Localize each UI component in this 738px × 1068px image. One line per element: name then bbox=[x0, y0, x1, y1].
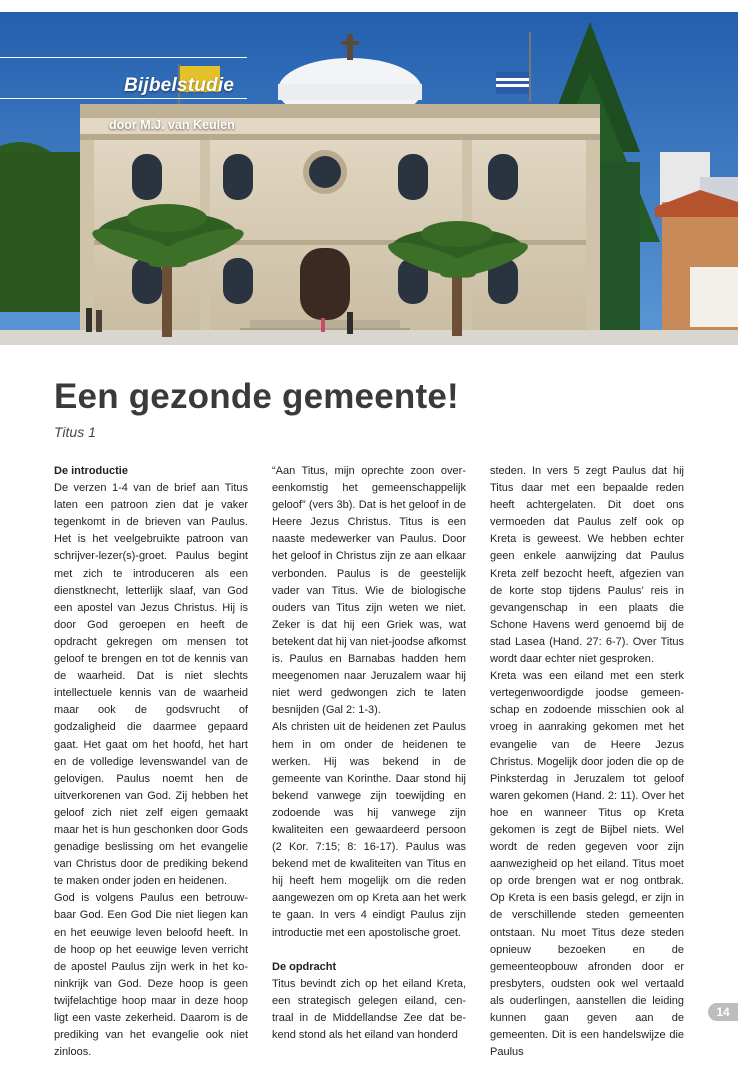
right-buildings bbox=[655, 152, 738, 332]
column-1 bbox=[54, 463, 248, 1061]
church-illustration bbox=[0, 12, 738, 345]
section-heading-opdracht: De opdracht bbox=[272, 960, 337, 973]
paragraph-gap bbox=[272, 942, 466, 959]
paragraph: Kreta was een eiland met een sterk vertegenwoordigde joodse gemeen-schap en zodoende misschien ook al vroeg in aanraking gekomen met het evangelie van de Heere Jezus Christus. Mogelijk door joden die op de Pinksterdag in Jeruzalem tot geloof waren gekomen (Hand. 2: 11). Over het hoe en wanneer Titus op Kreta gekomen is zegt de Bijbel niets. Wel wordt de reden gegeven voor zijn aanwezigheid op het eiland. Titus moet op orde brengen wat er nog ontbrak. Op Kreta is een basis gelegd, er zijn in de verschillende steden gemeenten ontstaan. Nu moet Titus deze steden opnieuw bezoeken en de gemeenteopbouw afronden door er presbyters, oudsten ook wel vertaald als ouderlingen, aanstellen die leiding kunnen gaan geven aan de gemeenten. Dit is een handelswijze die Paulus bbox=[490, 670, 684, 1059]
ground bbox=[0, 330, 738, 345]
column-2 bbox=[272, 463, 466, 1044]
section-heading-introductie: De introductie bbox=[54, 465, 128, 477]
paragraph: “Aan Titus, mijn oprechte zoon over-eenkomstig het gemeenschappelijk geloof” (vers 3b). Dat is het geloof in de Heere Jezus Christus. Titus is een naaste medewerker van Paulus. Door het geloof in Christus zijn ze aan elkaar verbonden. Paulus is de geestelijk vader van Titus. Wie de biologische ouders van Titus zijn weten we niet. Zeker is dat hij een Griek was, wat betekent dat hij van niet-joodse afkomst is. Paulus en Barnabas hadden hem meegenomen naar Jeruzalem waar hij niet werd gedwongen zich te laten besnijden (Gal 2: 1-3). bbox=[272, 465, 466, 717]
paragraph: Titus bevindt zich op het eiland Kreta, een strategisch gelegen eiland, cen-traal in de Middellandse Zee dat be-kend stond als het eiland van honderd bbox=[272, 977, 466, 1041]
paragraph: Als christen uit de heidenen zet Paulus hem in om onder de heidenen te werken. Hij was bekend in de gemeente van Korinthe. Daar stond hij bekend vanwege zijn toewijding en zodoende was hij vanwege zijn kwaliteiten een gewaardeerd persoon (2 Kor. 7:15; 8: 16-17). Paulus was bekend met de kwaliteiten van Titus en hij heeft hem mogelijk om die reden aangewezen om op Kreta aan het werk te gaan. In vers 4 eindigt Paulus zijn introductie met een apostolische groet. bbox=[272, 721, 466, 939]
article-title: Een gezonde gemeente! bbox=[54, 377, 459, 416]
page-number: 14 bbox=[708, 1003, 738, 1021]
article-subtitle: Titus 1 bbox=[54, 424, 96, 440]
paragraph: De verzen 1-4 van de brief aan Titus laten een patroon zien dat je vaker tegenkomt in de brieven van Paulus. Het is het veelgebruikte patroon van schrijver-lezer(s)-groet. Paulus begint met zich te introduceren als een dienstknecht, letterlijk slaaf, van God een apostel van Jezus Christus. Hij is door God geroepen en heeft de opdracht gekregen om mensen tot geloof te brengen en tot de kennis van de waarheid. Dat is niet slechts intellectuele kennis van de waarheid maar ook de godsvrucht of godzaligheid die daarmee gepaard gaat. Het gaat om het hoofd, het hart en de volledige levenswandel van de gelovigen. Paulus noemt hen de uitverkorenen van God. Zij hebben het geloof zich niet zelf eigen gemaakt maar het is hun geschonken door Gods genadige beslissing om het evangelie van Christus door de prediking bekend te maken onder joden en heidenen. bbox=[54, 482, 248, 888]
paragraph: steden. In vers 5 zegt Paulus dat hij Titus daar met een bepaalde reden heeft achtergelaten. Dit doet ons vermoeden dat Paulus zelf ook op Kreta is geweest. We hebben echter geen enkele aanwijzing dat Paulus Kreta zelf bezocht heeft, afgezien van de korte stop tijdens Paulus’ reis in gevangenschap in een plaats die Schone Havens werd genoemd bij de stad Lasea (Hand. 27: 6-7). Over Titus wordt daar echter niet gesproken. bbox=[490, 465, 684, 666]
author-byline: door M.J. van Keulen bbox=[109, 118, 235, 132]
kicker-rule-bottom bbox=[0, 98, 247, 99]
paragraph: God is volgens Paulus een betrouw-baar God. Een God Die niet liegen kan en het eeuwige leven beloofd heeft. In de hoop op het eeuwige leven verricht de apostel Paulus zijn werk in het ko-ninkrijk van God. Deze hoop is geen twijfelachtige hoop maar in deze hoop ligt een vaste zekerheid. Daarom is de prediking van het evangelie ook niet zinloos. bbox=[54, 892, 248, 1059]
section-kicker: Bijbelstudie bbox=[124, 75, 235, 96]
hero-photo bbox=[0, 12, 738, 345]
kicker-rule-top bbox=[0, 57, 247, 58]
column-3 bbox=[490, 463, 684, 1061]
